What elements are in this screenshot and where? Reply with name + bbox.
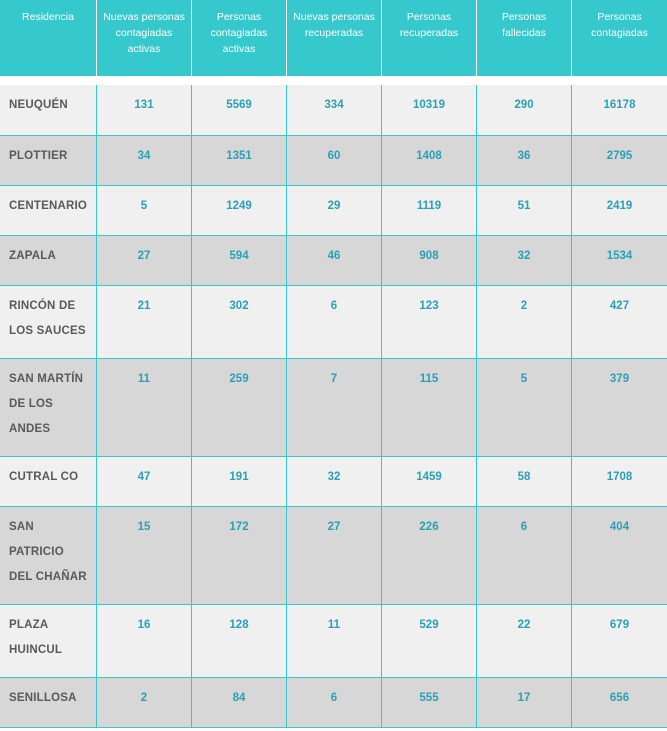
header-contagiadas: Personas contagiadas [572, 0, 667, 76]
cell-value: 529 [382, 605, 477, 678]
table-row [0, 186, 667, 236]
cell-value: 290 [477, 85, 572, 136]
cell-value: 11 [287, 605, 382, 678]
cell-value: 379 [572, 359, 667, 457]
table-row [0, 286, 667, 359]
cell-value: 22 [477, 605, 572, 678]
table-row [0, 605, 667, 678]
cell-value: 226 [382, 507, 477, 605]
cell-value: 128 [192, 605, 287, 678]
header-contagiadas-activas: Personas contagiadas activas [192, 0, 287, 76]
header-residencia: Residencia [0, 0, 97, 76]
cell-value: 1119 [382, 186, 477, 236]
cell-value: 908 [382, 236, 477, 286]
header-nuevas-recuperadas: Nuevas personas recuperadas [287, 0, 382, 76]
cell-value: 172 [192, 507, 287, 605]
cell-value: 16178 [572, 85, 667, 136]
cell-value: 34 [97, 136, 192, 186]
cell-value: 5569 [192, 85, 287, 136]
cell-value: 1351 [192, 136, 287, 186]
header-recuperadas: Personas recuperadas [382, 0, 477, 76]
table-row [0, 359, 667, 457]
cell-value: 51 [477, 186, 572, 236]
header-fallecidas: Personas fallecidas [477, 0, 572, 76]
cell-value: 58 [477, 457, 572, 507]
residence-name: SAN MARTÍN DE LOS ANDES [0, 359, 97, 457]
cell-value: 60 [287, 136, 382, 186]
residence-name: PLAZA HUINCUL [0, 605, 97, 678]
cell-value: 1408 [382, 136, 477, 186]
cell-value: 656 [572, 678, 667, 728]
cell-value: 11 [97, 359, 192, 457]
cell-value: 36 [477, 136, 572, 186]
cell-value: 191 [192, 457, 287, 507]
cell-value: 302 [192, 286, 287, 359]
cell-value: 5 [477, 359, 572, 457]
header-row [0, 0, 667, 76]
residence-name: SENILLOSA [0, 678, 97, 728]
cell-value: 427 [572, 286, 667, 359]
cell-value: 84 [192, 678, 287, 728]
table-row [0, 507, 667, 605]
cell-value: 6 [287, 286, 382, 359]
cell-value: 123 [382, 286, 477, 359]
cell-value: 1459 [382, 457, 477, 507]
cell-value: 555 [382, 678, 477, 728]
table-row [0, 236, 667, 286]
cell-value: 46 [287, 236, 382, 286]
cell-value: 334 [287, 85, 382, 136]
cell-value: 21 [97, 286, 192, 359]
table-row [0, 457, 667, 507]
cell-value: 27 [97, 236, 192, 286]
cell-value: 594 [192, 236, 287, 286]
cell-value: 2419 [572, 186, 667, 236]
residence-name: RINCÓN DE LOS SAUCES [0, 286, 97, 359]
cell-value: 2 [97, 678, 192, 728]
residence-name: SAN PATRICIO DEL CHAÑAR [0, 507, 97, 605]
cell-value: 1534 [572, 236, 667, 286]
header-nuevas-contagiadas-activas: Nuevas personas contagiadas activas [97, 0, 192, 76]
cell-value: 2795 [572, 136, 667, 186]
cell-value: 15 [97, 507, 192, 605]
cell-value: 1249 [192, 186, 287, 236]
cell-value: 2 [477, 286, 572, 359]
cell-value: 47 [97, 457, 192, 507]
cell-value: 259 [192, 359, 287, 457]
residence-name: CENTENARIO [0, 186, 97, 236]
cell-value: 7 [287, 359, 382, 457]
cell-value: 6 [287, 678, 382, 728]
cell-value: 16 [97, 605, 192, 678]
cell-value: 115 [382, 359, 477, 457]
cell-value: 27 [287, 507, 382, 605]
cell-value: 32 [287, 457, 382, 507]
cell-value: 679 [572, 605, 667, 678]
cell-value: 32 [477, 236, 572, 286]
cell-value: 17 [477, 678, 572, 728]
cell-value: 10319 [382, 85, 477, 136]
table-row [0, 678, 667, 728]
cell-value: 131 [97, 85, 192, 136]
residence-name: CUTRAL CO [0, 457, 97, 507]
cell-value: 1708 [572, 457, 667, 507]
table-row [0, 136, 667, 186]
cell-value: 404 [572, 507, 667, 605]
residence-name: PLOTTIER [0, 136, 97, 186]
residence-name: NEUQUÉN [0, 85, 97, 136]
cell-value: 29 [287, 186, 382, 236]
table-row [0, 85, 667, 136]
residence-name: ZAPALA [0, 236, 97, 286]
cell-value: 6 [477, 507, 572, 605]
cell-value: 5 [97, 186, 192, 236]
